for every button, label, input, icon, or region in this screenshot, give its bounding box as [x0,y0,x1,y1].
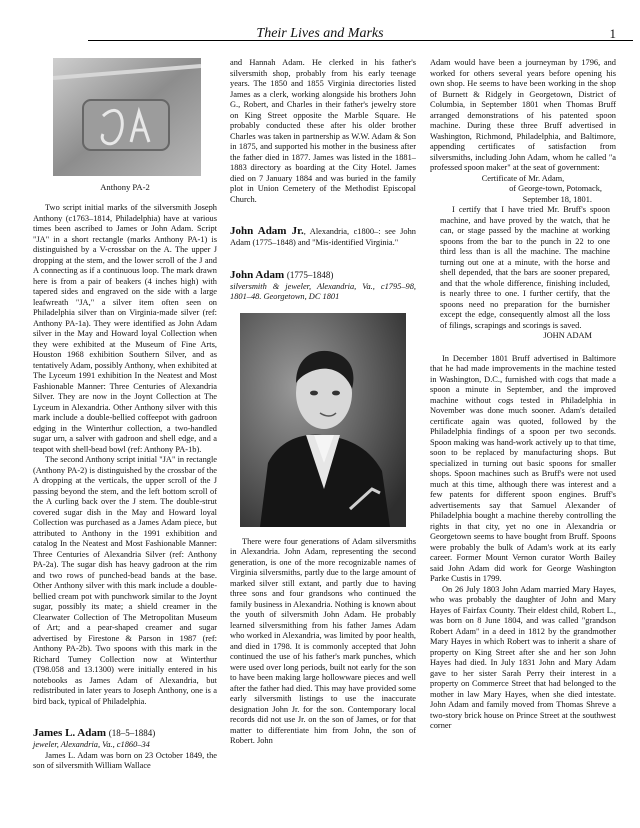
entry-dates: (1775–1848) [286,269,334,280]
page-header [0,0,640,46]
silver-mark-image [53,58,201,176]
certificate-date: September 18, 1801. [522,194,592,204]
entry-text: , Alexandria, c1800–: see John Adam (1775–1848) and "Mis-identified Virginia." [230,227,416,247]
certificate-signature: JOHN ADAM [543,331,592,340]
paragraph: James L. Adam was born on 23 October 1849, the son of silversmith William Wallace [33,750,217,770]
certificate-body: I certify that I have tried Mr. Bruff's spoon machine, and have proved by the watch, that he can, or stage passed by the machine at working spoons from the bar to the punch in 22 to one third less than is all the machine. The machine turning out one at a minute, with the horse and shell depended, that the bars are sooner prepared, and that the whole difference, finishing included, is nearly three to one. I further certify, that the spoons need no preparation for the burnisher except the edge, consequently almost all the loss of filings, scrapings and scorings is saved. [440,205,610,330]
column-right [430,58,616,732]
entry-john-jr [230,225,416,249]
header-rule [88,40,633,41]
entry-name: John Adam Jr. [230,225,304,237]
entry-subtitle: jeweler, Alexandria, Va., c1860–34 [33,740,150,749]
paragraph: There were four generations of Adam silversmiths in Alexandria. John Adam, representing the second generation, is one of the more recognizable names of Virginia silversmiths, partly due to the large amount of marked silver still extant, and partly due to having three sons and four grandsons who continued the family business in Alexandria. Nothing is known about the youth of silversmith John Adam. He probably learned silversmithing from his father James Adam who worked in Alexandria, was limited by poor health, and died in 1798. It is commonly accepted that John continued the use of his father's mark punches, which were used over long periods, built not early for the son to have been making large hollowware pieces and well after the father had died. This may have provided some early silversmith listings to use the inaccurate designation John Jr. for the son. Contemporary local records did not use Jr. on the son of James, or for that matter to differentiate him from John, the son of Robert. John [230,536,416,745]
paragraph: The second Anthony script initial "JA" in rectangle (Anthony PA-2) is distinguished by the crossbar of the A dropping at the verticals, the upper scroll of the J passing beyond the stem, and the left bottom scroll of the A curling back over the J stem. The double-strut covered sugar dish in the May and Howard loyal Collection was purchased as a James Adam piece, but attributed to Anthony in the 1991 exhibition and catalog In the Neatest and Most Fashionable Manner: Three Centuries of Alexandria Silver (ref: Anthony PA-2a). The sugar dish has heavy gadroon at the rim and two rows of punched-bead bands at the base. Other Anthony silver with this mark include a double-bellied cream pot with punchwork similar to the Joynt sugar, possibly its mate; a shield creamer in the Clearwater Collection of The Metropolitan Museum of Art; and a pear-shaped creamer and sugar advertised by Firestone & Parson in 1987 (ref: Anthony PA-2b). Two spoons with this mark in the Richard Tumey Collection now at Winterthur (T98.058 and 13.1300) were initially entered in his notebooks as James Adam of Alexandria, but redistributed in later years to Joseph Anthony, one is a bird back, typical of Philadelphia. [33,455,217,706]
silver-mark-photo-icon [53,58,201,176]
paragraph: Adam would have been a journeyman by 1796, and worked for others several years before opening his own shop. He seems to have been working in the shop of Burnett & Ridgely in Georgetown, District of Columbia, in September 1801 when Thomas Bruff arranged demonstrations of his patented spoon machine. During these three Bruff advertised in Washington, Richmond, Philadelphia, and Baltimore, appending certificates of satisfaction from silversmiths, including John Adam, whom he called "a professed spoon maker" at the seat of government: [430,58,616,172]
column-middle [230,58,416,747]
mark-caption: Anthony PA-2 [100,182,150,192]
running-title: Their Lives and Marks [256,26,384,41]
entry-subtitle: silversmith & jeweler, Alexandria, Va., c1795–98, 1801–48. Georgetown, DC 1801 [230,281,416,301]
entry-name: John Adam [230,268,285,281]
column-left [33,58,217,772]
certificate-place: of George-town, Potomack, [509,184,602,193]
portrait-icon [240,313,406,527]
paragraph: On 26 July 1803 John Adam married Mary Hayes, who was probably the daughter of John and Mary Hayes of Fairfax County. Their eldest child, Robert L., was born on 8 June 1804, and was called "grandson Robert Adam" in a deed in 1812 by the grandmother Mary Hayes in which Robert was to inherit a share of property on King Street after she and her son John Hayes had died. In July 1831 John and Mary Adam gave to her sister Sarah Perry their interest in a property on Commerce Street that had belonged to the mother in law Mary Hayes, when she died intestate. John Adam and family moved from Thomas Shreve a two-story brick house on Prince Street at the southwest corner [430,584,616,730]
entry-heading-john [230,269,416,282]
entry-name: James L. Adam [33,727,107,739]
certificate-title: Certificate of Mr. Adam, [481,173,565,183]
paragraph: and Hannah Adam. He clerked in his father's silversmith shop, probably from his early teenage years. The 1850 and 1855 Virginia directories listed James as a clerk, working alongside his brothers John G., Robert, and Charles in their father's jewelry store on King Street opposite the Marble Square. He probably conducted these after his older brother Charles was taken in partnership as W.W. Adam & Son in 1875, and supported his mother in the business after the father died in 1877. James was listed in the 1881–1883 directory as boarding at the City Hotel. James died on 7 January 1884 and was buried in the family plot in Union Cemetery of the Methodist Episcopal Church. [230,58,416,204]
entry-dates: (18–5–1884) [108,728,156,738]
entry-heading-james [33,727,217,740]
paragraph: Two script initial marks of the silversmith Joseph Anthony (c1763–1814, Philadelphia) have at various times been ascribed to James or John Adam. Script "JA" in a short rectangle (marks Anthony PA-1) is distinguished by a V-crossbar on the A. The upper J dropping at the stem, and the lower scroll of the J and A connecting as if a continuous loop. The mark drawn here is from a pair of beakers (4 inches high) with tapered sides and engraved on the side with a large leafwreath "JA," a silver item often seen on Philadelphia silver than on Virginia-made silver (ref: Anthony PA-1a). They were identified as John Adam silver in the May and Howard loyal Collection when they were exhibited at the Museum of Fine Arts, Houston 1968 exhibition Southern Silver, and as tentatively Adam, possibly Anthony, when exhibited at The Lyceum 1991 exhibition In the Neatest and Most Fashionable Manner: Three Centuries of Alexandria Silver. They are now in the Joynt Collection at The Lyceum in Alexandria. Other Anthony silver with this mark include a double-bellied coffeepot with gadroon edging in the Winterthur collection, a two-handled sugar urn, a salver with gadroon and shell edge, and a teapot with shell-bead bowl (ref: Anthony PA-1b). [33,203,217,454]
portrait-image [240,313,406,527]
paragraph: In December 1801 Bruff advertised in Baltimore that he had made improvements in the machine tested in Washington, D.C., furnished with cogs that made a spoon a minute in September, and the improved machine without cogs tested in Philadelphia in November was done much sooner. Adam's detailed certificate again was quoted, followed by the Philadelphia findings of a spoon per two seconds. Spoon making was hand-work actively up to that time, soon to be replaced by manufacturing shops. But specialized in turning out basic spoons for smaller shops. Spoon machines such as Bruff's were not used much at this time, although there was interest and a few patents for different spoon engines. Bruff's advertisements say that Samuel Alexander of Philadelphia bought a machine thereby controlling the rights in that city, yet no one in Alexandria or Georgetown seems to have bought from Bruff. Spoons were probably the bulk of Adam's work at its early career. Former Mount Vernon curator Worth Bailey said John Adam did work for George Washington Parke Custis in 1799. [430,353,616,583]
page-number: 1 [609,26,616,41]
